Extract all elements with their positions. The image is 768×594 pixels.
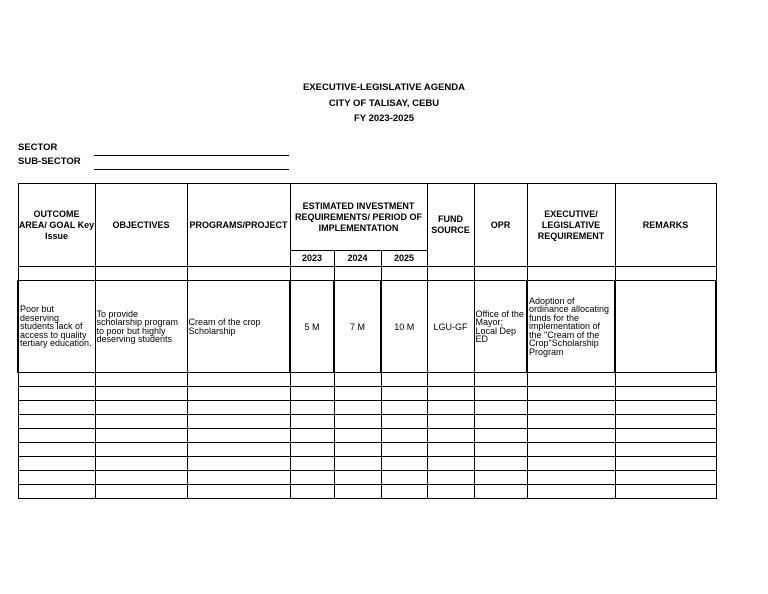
header-outcome: OUTCOME AREA/ GOAL Key Issue bbox=[18, 184, 95, 267]
header-remarks: REMARKS bbox=[615, 184, 716, 267]
header-year-2025: 2025 bbox=[381, 251, 427, 267]
header-exec-leg: EXECUTIVE/ LEGISLATIVE REQUIREMENT bbox=[527, 184, 615, 267]
agenda-title: EXECUTIVE-LEGISLATIVE AGENDA bbox=[302, 82, 466, 93]
table-row bbox=[18, 281, 716, 373]
cell-outcome: Poor but deserving students lack of access to quality tertiary education. bbox=[18, 281, 95, 373]
cell-2024: 7 M bbox=[334, 281, 381, 373]
header-programs: PROGRAMS/PROJECT bbox=[187, 184, 290, 267]
table-row bbox=[18, 457, 716, 471]
header-fund-source: FUND SOURCE bbox=[427, 184, 474, 267]
sector-field-line bbox=[94, 155, 289, 156]
table-row bbox=[18, 429, 716, 443]
cell-programs: Cream of the crop Scholarship bbox=[187, 281, 290, 373]
fiscal-year: FY 2023-2025 bbox=[353, 113, 415, 124]
table-row bbox=[18, 387, 716, 401]
sector-label: SECTOR bbox=[18, 142, 58, 153]
header-year-2024: 2024 bbox=[334, 251, 381, 267]
table-row bbox=[18, 471, 716, 485]
sub-sector-field-line bbox=[94, 169, 289, 170]
table-row bbox=[18, 415, 716, 429]
cell-2023: 5 M bbox=[290, 281, 334, 373]
header-opr: OPR bbox=[474, 184, 527, 267]
table-row bbox=[18, 485, 716, 499]
cell-fund-source: LGU-GF bbox=[427, 281, 474, 373]
table-row bbox=[18, 443, 716, 457]
cell-remarks bbox=[615, 281, 716, 373]
table-row bbox=[18, 267, 716, 281]
cell-2025: 10 M bbox=[381, 281, 427, 373]
cell-opr: Office of the Mayor; Local Dep ED bbox=[474, 281, 527, 373]
city-name: CITY OF TALISAY, CEBU bbox=[328, 98, 440, 109]
header-year-2023: 2023 bbox=[290, 251, 334, 267]
header-objectives: OBJECTIVES bbox=[95, 184, 187, 267]
header-investment: ESTIMATED INVESTMENT REQUIREMENTS/ PERIOD OF IMPLEMENTATION bbox=[290, 184, 427, 251]
table-row bbox=[18, 401, 716, 415]
cell-exec-leg: Adoption of ordinance allocating funds for the implementation of the "Cream of the Crop"Scholarship Program bbox=[527, 281, 615, 373]
cell-objectives: To provide scholarship program to poor but highly deserving students bbox=[95, 281, 187, 373]
table-row bbox=[18, 373, 716, 387]
sub-sector-label: SUB-SECTOR bbox=[18, 156, 81, 167]
agenda-table bbox=[17, 183, 717, 499]
